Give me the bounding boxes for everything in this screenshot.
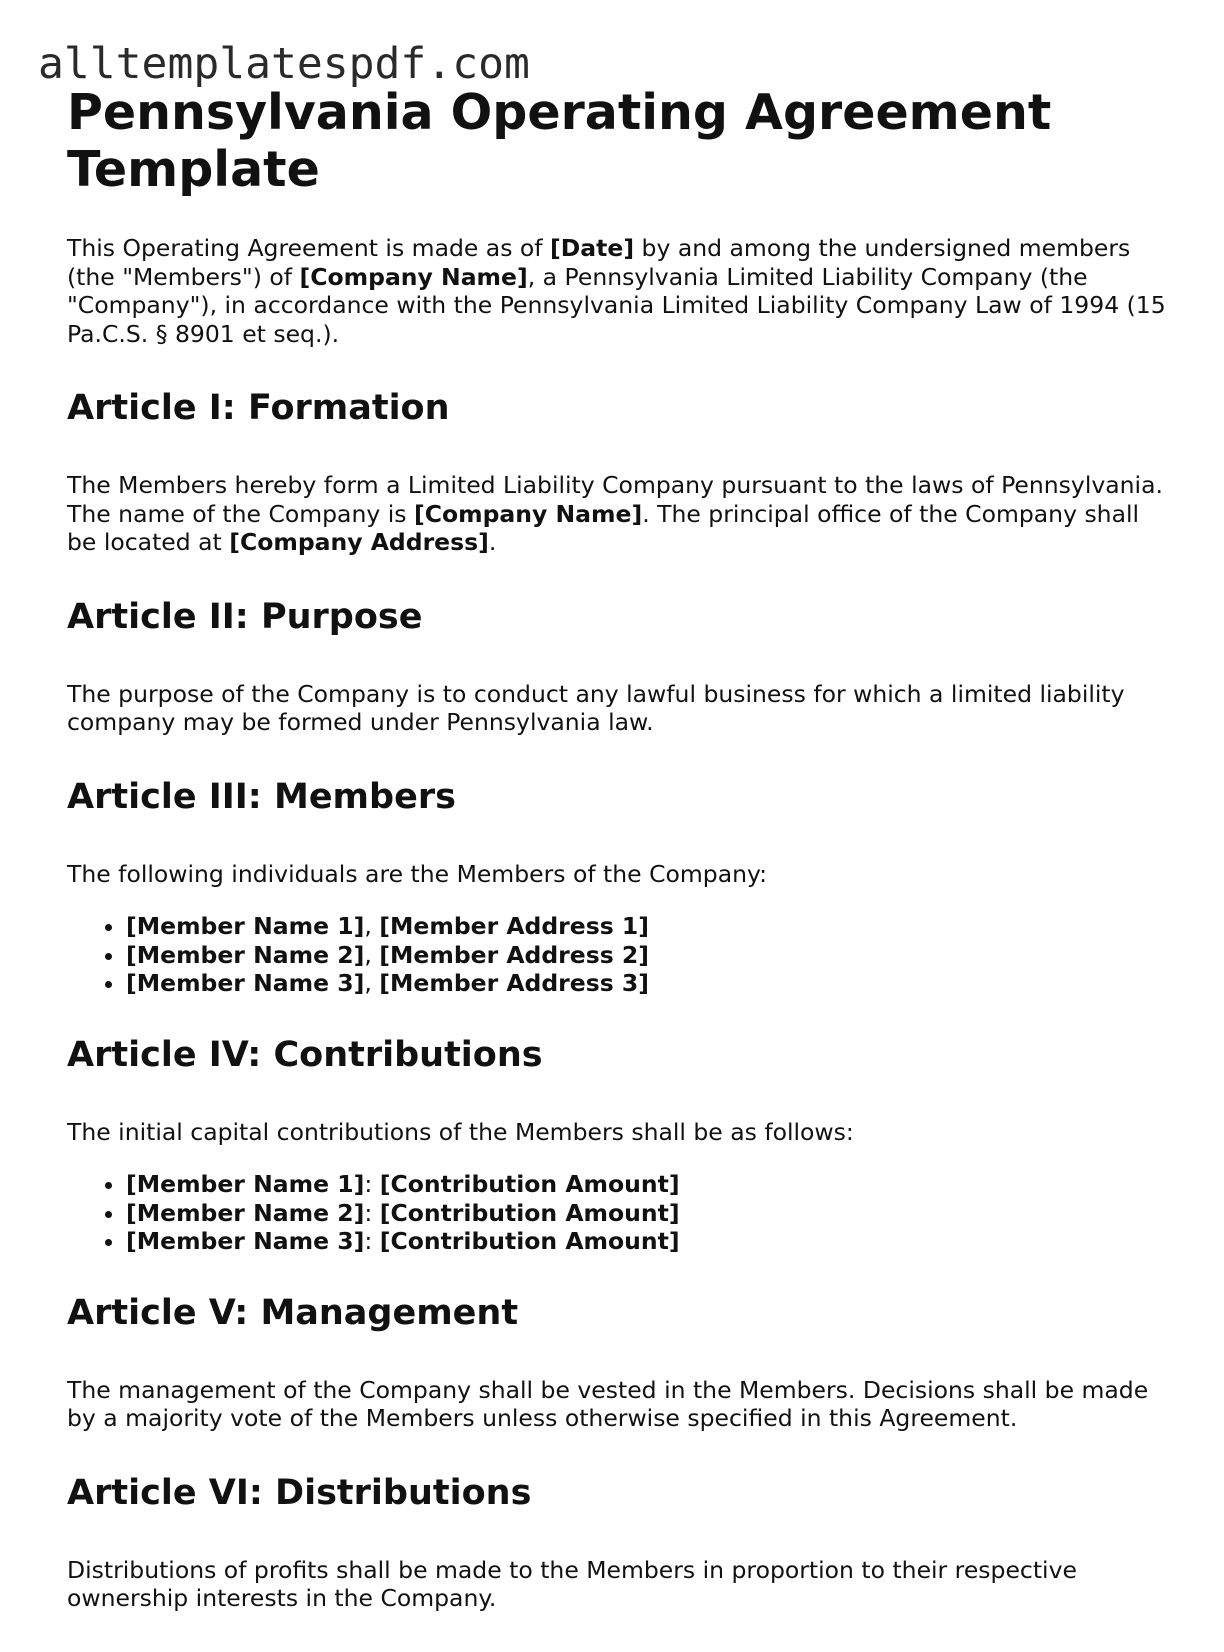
- contributions-list: [67, 1170, 1167, 1256]
- intro-text-3: , a Pennsylvania Limited Liability Company (the "Company"), in accordance with the Pennsylvania Limited Liability Company Law of 1994 (15 Pa.C.S. § 8901 et seq.).: [67, 262, 1166, 348]
- company-name-placeholder: [Company Name]: [413, 499, 643, 528]
- formation-text-3: .: [488, 528, 497, 556]
- intro-paragraph: [67, 234, 1167, 348]
- member-name: [Member Name 3]: [126, 969, 365, 997]
- intro-text-1: This Operating Agreement is made as of: [67, 234, 551, 262]
- article-purpose-heading: Article II: Purpose: [67, 596, 423, 637]
- separator: ,: [364, 969, 380, 997]
- company-address-placeholder: [Company Address]: [229, 528, 489, 556]
- list-item: [126, 941, 1167, 970]
- list-item: [126, 1170, 1167, 1199]
- article-formation-heading: Article I: Formation: [67, 388, 450, 428]
- article-formation-text: [67, 471, 1167, 557]
- members-list: [67, 912, 1167, 998]
- separator: :: [364, 1170, 380, 1198]
- list-item: [126, 1199, 1167, 1228]
- separator: :: [364, 1227, 380, 1255]
- article-management-text: The management of the Company shall be vested in the Members. Decisions shall be made by a majority vote of the Members unless otherwise specified in this Agreement.: [67, 1375, 1149, 1432]
- contribution-amount: [Contribution Amount]: [379, 1227, 680, 1255]
- member-name: [Member Name 2]: [126, 940, 365, 969]
- date-placeholder: [Date]: [550, 234, 635, 262]
- article-contributions-heading: Article IV: Contributions: [67, 1034, 543, 1075]
- separator: ,: [364, 912, 380, 940]
- document-body: [67, 84, 1167, 1652]
- member-name: [Member Name 1]: [126, 1170, 365, 1198]
- member-name: [Member Name 3]: [126, 1227, 365, 1255]
- article-distributions-heading: Article VI: Distributions: [67, 1472, 532, 1513]
- contributions-lead-text: The initial capital contributions of the Members shall be as follows:: [67, 1117, 854, 1146]
- page-title: Pennsylvania Operating Agreement Template: [67, 84, 1052, 198]
- article-distributions-text: Distributions of profits shall be made to the Members in proportion to their respective ownership interests in the Company.: [67, 1555, 1077, 1612]
- list-item: [126, 912, 1167, 941]
- article-members-heading: Article III: Members: [67, 776, 456, 817]
- member-address: [Member Address 2]: [379, 940, 649, 969]
- separator: ,: [364, 940, 380, 969]
- separator: :: [364, 1198, 380, 1227]
- article-management-heading: Article V: Management: [67, 1292, 519, 1333]
- list-item: [126, 969, 1167, 998]
- article-purpose-text: The purpose of the Company is to conduct any lawful business for which a limited liability company may be formed under Pennsylvania law.: [67, 679, 1125, 736]
- contribution-amount: [Contribution Amount]: [379, 1170, 680, 1198]
- members-lead-text: The following individuals are the Members of the Company:: [67, 859, 768, 888]
- formation-text-2: . The principal office of the Company shall be located at: [67, 499, 1140, 556]
- member-address: [Member Address 3]: [379, 969, 649, 997]
- intro-text-2: by and among the undersigned members (the "Members") of: [67, 234, 1131, 291]
- site-watermark: alltemplatespdf.com: [38, 39, 530, 89]
- member-address: [Member Address 1]: [379, 912, 649, 940]
- formation-text-1: The Members hereby form a Limited Liability Company pursuant to the laws of Pennsylvania. The name of the Company is: [67, 471, 1163, 528]
- contribution-amount: [Contribution Amount]: [379, 1198, 680, 1227]
- list-item: [126, 1227, 1167, 1256]
- member-name: [Member Name 2]: [126, 1198, 365, 1227]
- company-name-placeholder: [Company Name]: [299, 262, 528, 291]
- member-name: [Member Name 1]: [126, 912, 365, 940]
